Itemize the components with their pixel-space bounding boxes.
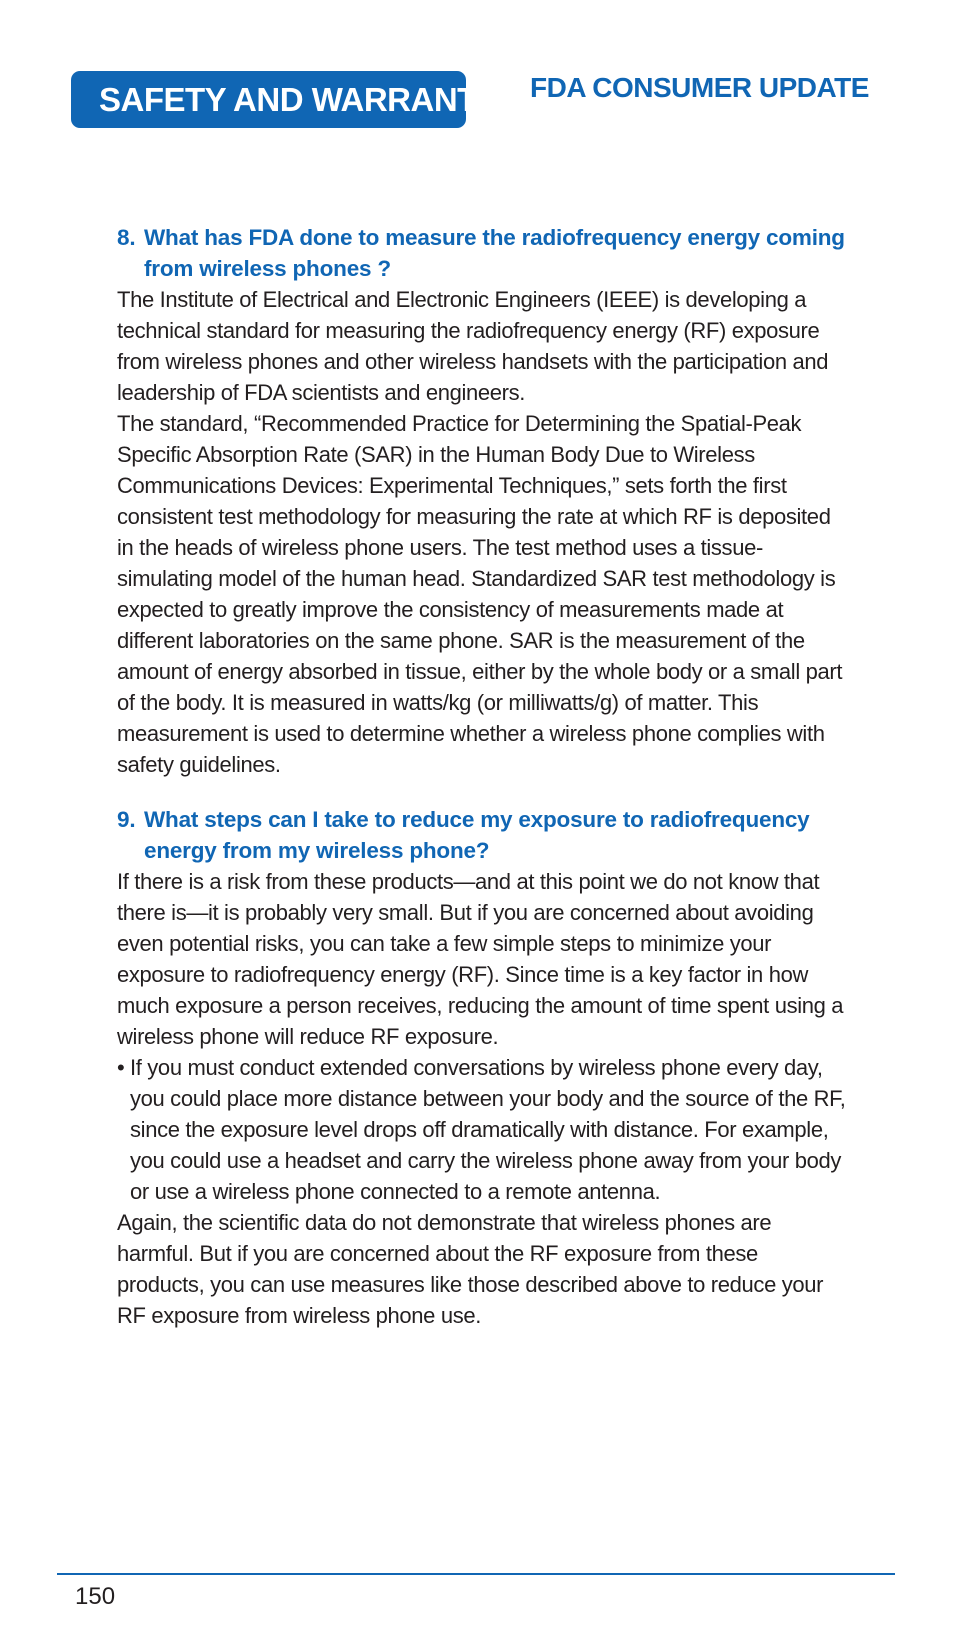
bullet-text: If you must conduct extended conversations by wireless phone every day, you could place more distance between your body and the source of the RF, since the exposure level drops off dramatically with distance. For example, you could use a headset and carry the wireless phone away from your body or use a wireless phone connected to a remote antenna. xyxy=(130,1055,846,1204)
paragraph: The standard, “Recommended Practice for Determining the Spatial-Peak Specific Absorption Rate (SAR) in the Human Body Due to Wireless Communications Devices: Experimental Techniques,” sets forth the first consistent test methodology for measuring the rate at which RF is deposited in the heads of wireless phone users. The test method uses a tissue-simulating model of the human head. Standardized SAR test methodology is expected to greatly improve the consistency of measurements made at different laboratories on the same phone. SAR is the measurement of the amount of energy absorbed in tissue, either by the whole body or a small part of the body. It is measured in watts/kg (or milliwatts/g) of matter. This measurement is used to determine whether a wireless phone complies with safety guidelines. xyxy=(117,411,843,777)
bullet-icon: • xyxy=(117,1055,125,1080)
section-tab xyxy=(71,71,499,128)
question-number: 8. xyxy=(117,225,136,250)
question-text: What has FDA done to measure the radiofrequency energy coming from wireless phones ? xyxy=(144,225,845,281)
section-tab-label: SAFETY AND WARRANTY xyxy=(99,80,499,118)
question-number: 9. xyxy=(117,807,136,832)
section-9 xyxy=(117,804,847,1331)
footer-divider xyxy=(57,1573,895,1575)
paragraph: If there is a risk from these products—and at this point we do not know that there is—it is probably very small. But if you are concerned about avoiding even potential risks, you can take a few simple steps to minimize your exposure to radiofrequency energy (RF). Since time is a key factor in how much exposure a person receives, reducing the amount of time spent using a wireless phone will reduce RF exposure. xyxy=(117,869,844,1049)
bullet-item xyxy=(117,1052,847,1207)
paragraph: Again, the scientific data do not demonstrate that wireless phones are harmful. But if you are concerned about the RF exposure from these products, you can use measures like those described above to reduce your RF exposure from wireless phone use. xyxy=(117,1210,824,1328)
question-text: What steps can I take to reduce my exposure to radiofrequency energy from my wireless phone? xyxy=(144,807,810,863)
page-title: FDA CONSUMER UPDATE xyxy=(530,72,869,103)
paragraph: The Institute of Electrical and Electronic Engineers (IEEE) is developing a technical standard for measuring the radiofrequency energy (RF) exposure from wireless phones and other wireless handsets with the participation and leadership of FDA scientists and engineers. xyxy=(117,287,829,405)
question-heading xyxy=(117,804,847,866)
section-8 xyxy=(117,222,847,780)
question-heading xyxy=(117,222,847,284)
page-number: 150 xyxy=(75,1583,116,1610)
main-content xyxy=(117,222,847,1331)
